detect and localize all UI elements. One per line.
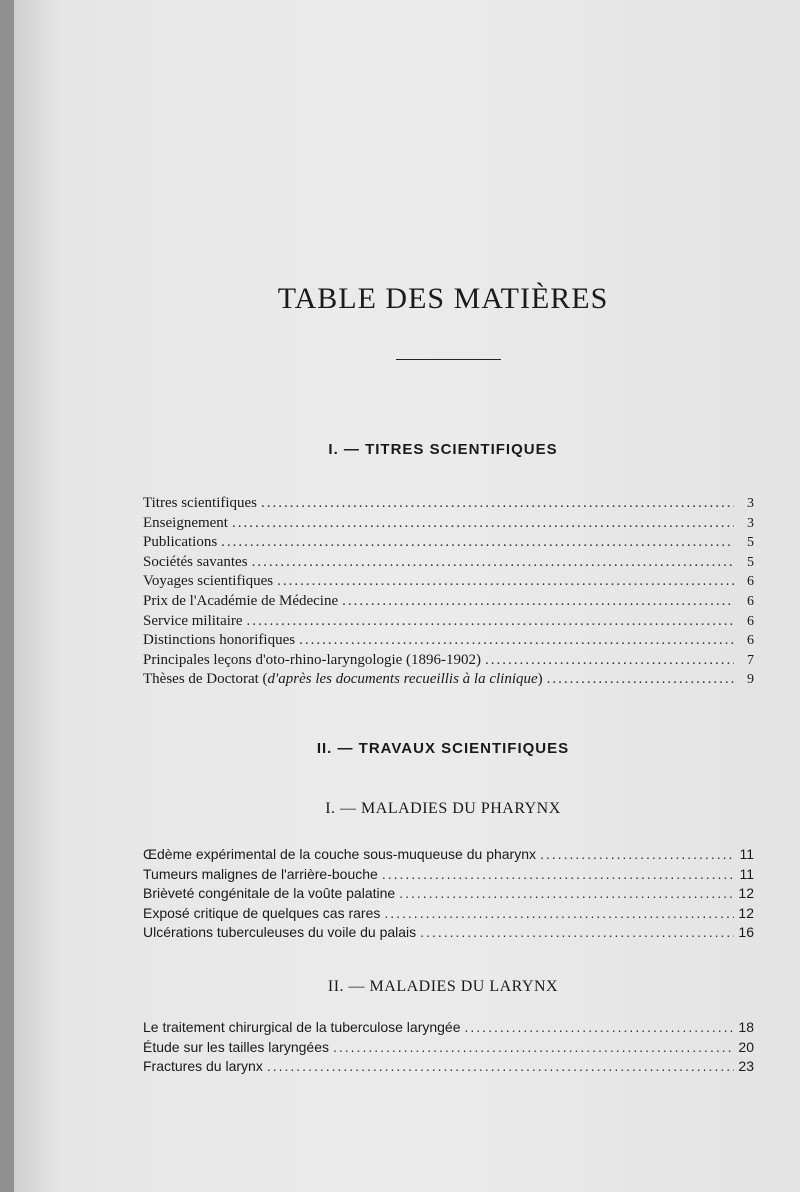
toc-entry-page: 6 [747, 613, 754, 629]
toc-entry [143, 514, 754, 534]
toc-entry-page: 20 [738, 1038, 754, 1055]
leader-dots [247, 612, 734, 632]
label-text: ) [537, 671, 543, 688]
toc-entry-page: 11 [739, 846, 754, 862]
toc-entry-page: 12 [738, 904, 754, 921]
toc-entry-page: 3 [747, 515, 754, 531]
toc-entry-page: 23 [738, 1058, 754, 1075]
toc-entry [143, 553, 754, 573]
toc-entry-label: Brièveté congénitale de la voûte palatine [143, 885, 396, 902]
toc-larynx [143, 1018, 754, 1077]
leader-dots [267, 1057, 734, 1077]
leader-dots [221, 533, 734, 553]
toc-entry-label: Tumeurs malignes de l'arrière-bouche [143, 865, 378, 882]
label-italic-text: d'après les documents recueillis à la clinique [267, 671, 538, 688]
toc-entry-page: 5 [747, 535, 754, 551]
toc-entry [143, 865, 754, 885]
toc-entry-page: 18 [738, 1019, 754, 1035]
toc-entry-label: Fractures du larynx [143, 1058, 263, 1075]
section-heading-larynx: II. — MALADIES DU LARYNX [327, 978, 559, 995]
toc-entry-label: Titres scientifiques [143, 495, 258, 511]
toc-entry-label: Ulcérations tuberculeuses du voile du palais [143, 924, 417, 941]
document-page [14, 0, 800, 1192]
toc-part1 [143, 494, 754, 690]
leader-dots [232, 514, 734, 534]
leader-dots [485, 651, 734, 671]
toc-entry [143, 845, 754, 865]
toc-entry [143, 1018, 754, 1038]
toc-entry-page: 16 [738, 924, 754, 941]
toc-entry-page: 6 [747, 593, 754, 609]
toc-entry [143, 884, 754, 904]
toc-entry-page: 9 [747, 672, 754, 688]
section-heading-pharynx: I. — MALADIES DU PHARYNX [325, 800, 561, 817]
part2-heading: II. — TRAVAUX SCIENTIFIQUES [316, 740, 570, 757]
toc-entry-label: Service militaire [143, 612, 243, 629]
leader-dots [382, 865, 734, 885]
leader-dots [261, 494, 734, 514]
leader-dots [547, 670, 734, 690]
toc-entry-page: 7 [747, 652, 754, 668]
leader-dots [342, 592, 734, 612]
toc-entry [143, 533, 754, 553]
toc-entry [143, 494, 754, 514]
toc-entry-label: Distinctions honorifiques [143, 632, 296, 649]
leader-dots [299, 631, 734, 651]
toc-entry-label: Sociétés savantes [143, 553, 248, 570]
toc-pharynx [143, 845, 754, 943]
toc-entry-label: Voyages scientifiques [143, 573, 274, 590]
toc-entry [143, 923, 754, 943]
toc-entry-label: Prix de l'Académie de Médecine [143, 592, 339, 609]
leader-dots [384, 904, 734, 924]
toc-entry-label: Principales leçons d'oto-rhino-laryngologie (1896-1902) [143, 651, 482, 668]
toc-entry-page: 3 [747, 496, 754, 511]
title-rule [396, 359, 501, 360]
leader-dots [277, 572, 734, 592]
toc-entry-page: 6 [747, 633, 754, 649]
toc-entry-page: 5 [747, 554, 754, 570]
toc-entry [143, 670, 754, 690]
page-title: TABLE DES MATIÈRES [277, 282, 609, 315]
toc-entry-label: Œdème expérimental de la couche sous-muqueuse du pharynx [143, 846, 537, 862]
leader-dots [399, 884, 734, 904]
leader-dots [252, 553, 734, 573]
leader-dots [420, 923, 734, 943]
toc-entry-label [143, 670, 543, 690]
toc-entry-page: 12 [738, 885, 754, 902]
toc-entry-page: 11 [739, 865, 754, 882]
part1-heading: I. — TITRES SCIENTIFIQUES [328, 441, 558, 458]
toc-entry [143, 1038, 754, 1058]
toc-entry [143, 651, 754, 671]
toc-entry-label: Étude sur les tailles laryngées [143, 1038, 329, 1055]
toc-entry [143, 904, 754, 924]
leader-dots [540, 845, 734, 865]
toc-entry [143, 631, 754, 651]
leader-dots [333, 1038, 734, 1058]
toc-entry [143, 612, 754, 632]
toc-entry [143, 1057, 754, 1077]
toc-entry [143, 572, 754, 592]
toc-entry-label: Le traitement chirurgical de la tuberculose laryngée [143, 1019, 461, 1035]
toc-entry-page: 6 [747, 574, 754, 590]
label-text: Thèses de Doctorat ( [143, 671, 268, 688]
toc-entry-label: Exposé critique de quelques cas rares [143, 904, 381, 921]
toc-entry-label: Enseignement [143, 514, 228, 531]
toc-entry-label: Publications [143, 534, 218, 551]
toc-entry [143, 592, 754, 612]
leader-dots [465, 1018, 734, 1038]
